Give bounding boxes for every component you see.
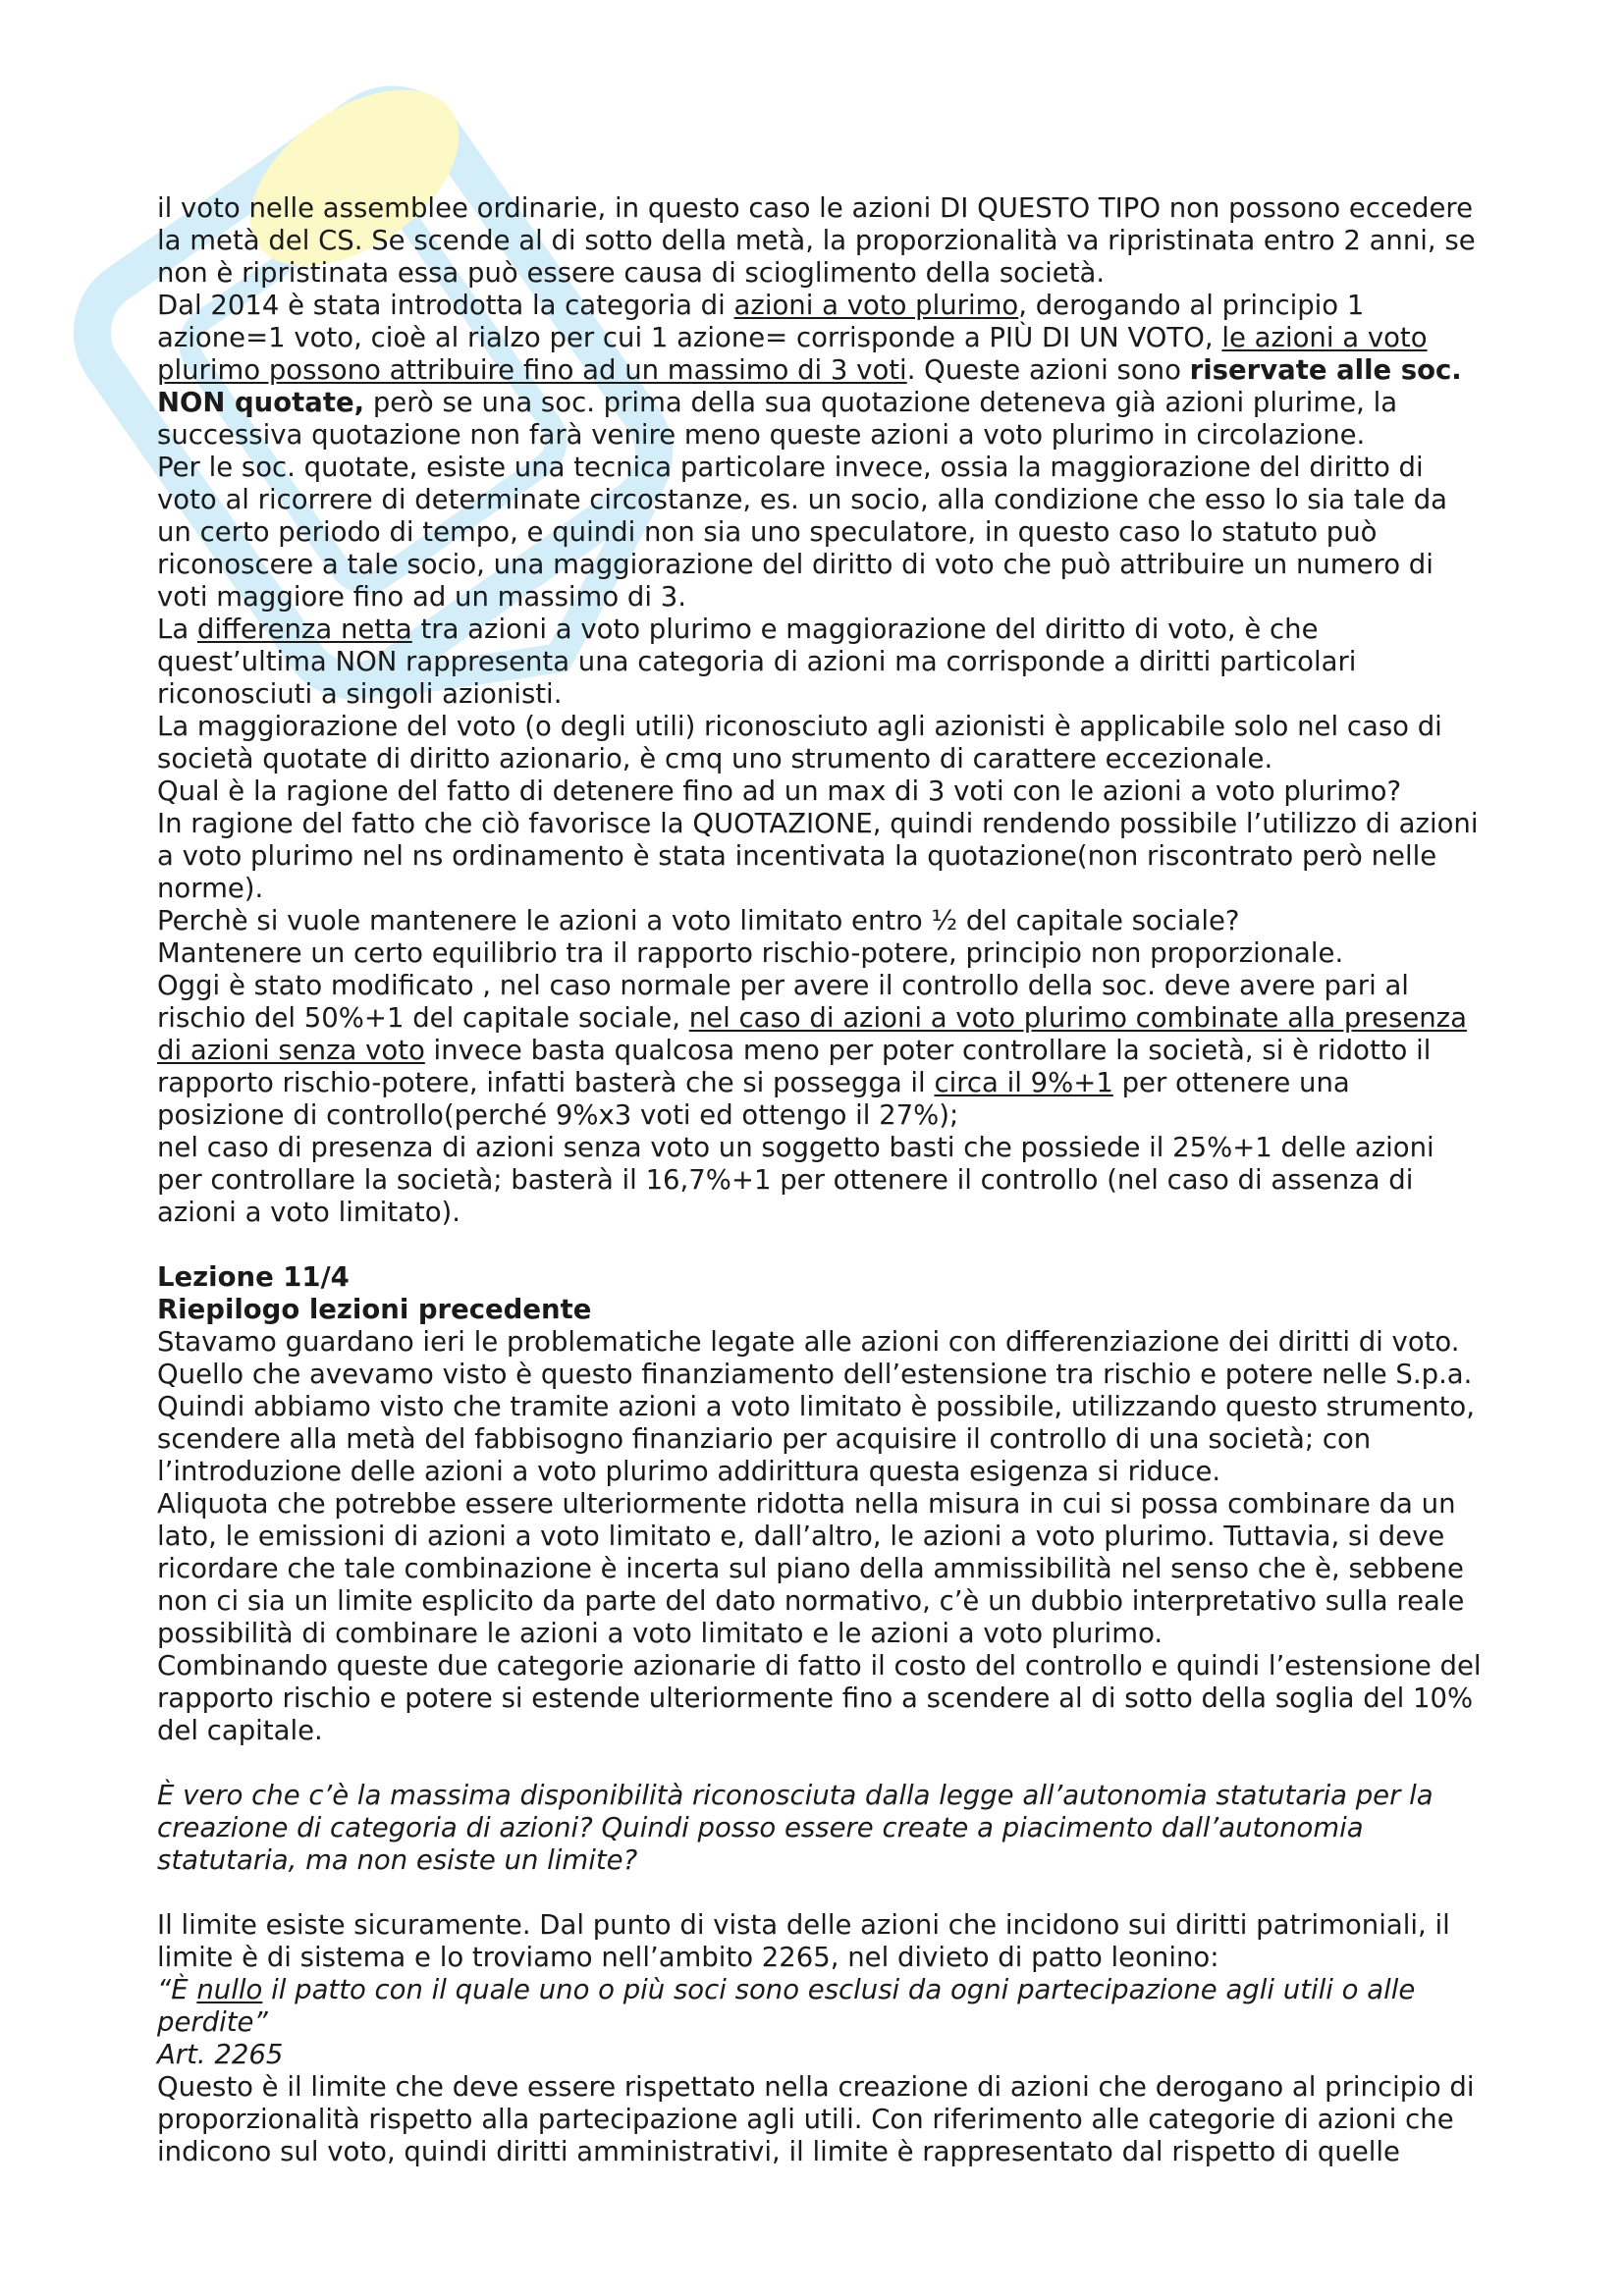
- underlined-text: nel caso di azioni a voto plurimo combinate alla presenza di azioni senza voto: [157, 1002, 1467, 1066]
- underlined-text: azioni a voto plurimo: [733, 290, 1019, 321]
- underlined-text: nullo: [196, 1974, 263, 2005]
- bold-text: riservate alle soc. NON quotate,: [157, 354, 1462, 418]
- paragraph: La maggiorazione del voto (o degli utili) riconosciuto agli azionisti è applicabile solo nel caso di società quotate di diritto azionario, è cmq uno strumento di carattere eccezionale.: [157, 711, 1442, 774]
- document-body: [157, 192, 1483, 2168]
- paragraph: Per le soc. quotate, esiste una tecnica particolare invece, ossia la maggiorazione del diritto di voto al ricorrere di determinate circostanze, es. un socio, alla condizione che esso lo sia tale da un certo periodo di tempo, e quindi non sia uno speculatore, in questo caso lo statuto può riconoscere a tale socio, una maggiorazione del diritto di voto che può attribuire un numero di voti maggiore fino ad un massimo di 3.: [157, 452, 1447, 613]
- paragraph: Combinando queste due categorie azionarie di fatto il costo del controllo e quindi l’estensione del rapporto rischio e potere si estende ulteriormente fino a scendere al di sotto della soglia del 10% del capitale.: [157, 1650, 1482, 1746]
- paragraph: Il limite esiste sicuramente. Dal punto di vista delle azioni che incidono sui diritti patrimoniali, il limite è di sistema e lo troviamo nell’ambito 2265, nel divieto di patto leonino:: [157, 1909, 1450, 1973]
- paragraph: Perchè si vuole mantenere le azioni a voto limitato entro ½ del capitale sociale?: [157, 905, 1240, 936]
- paragraph: Dal 2014 è stata introdotta la categoria di azioni a voto plurimo, derogando al principio 1 azione=1 voto, cioè al rialzo per cui 1 azione= corrisponde a PIÙ DI UN VOTO, le azioni a voto plurimo possono attribuire fino ad un massimo di 3 voti. Queste azioni sono riservate alle soc. NON quotate, però se una soc. prima della sua quotazione deteneva già azioni plurime, la successiva quotazione non farà venire meno queste azioni a voto plurimo in circolazione.: [157, 290, 1462, 451]
- paragraph: Questo è il limite che deve essere rispettato nella creazione di azioni che derogano al principio di proporzionalità rispetto alla partecipazione agli utili. Con riferimento alle categorie di azioni che indicono sul voto, quindi diritti amministrativi, il limite è rappresentato dal rispetto di quelle: [157, 2071, 1475, 2167]
- paragraph: Oggi è stato modificato , nel caso normale per avere il controllo della soc. deve avere pari al rischio del 50%+1 del capitale sociale, nel caso di azioni a voto plurimo combinate alla presenza di azioni senza voto invece basta qualcosa meno per poter controllare la società, si è ridotto il rapporto rischio-potere, infatti basterà che si possegga il circa il 9%+1 per ottenere una posizione di controllo(perché 9%x3 voti ed ottengo il 27%);: [157, 970, 1467, 1131]
- underlined-text: differenza netta: [196, 614, 412, 645]
- paragraph: il voto nelle assemblee ordinarie, in questo caso le azioni DI QUESTO TIPO non possono eccedere la metà del CS. Se scende al di sotto della metà, la proporzionalità va ripristinata entro 2 anni, se non è ripristinata essa può essere causa di scioglimento della società.: [157, 192, 1476, 289]
- paragraph: Mantenere un certo equilibrio tra il rapporto rischio-potere, principio non proporzionale.: [157, 937, 1344, 969]
- law-quote: “È nullo il patto con il quale uno o più soci sono esclusi da ogni partecipazione agli utili o alle perdite”: [157, 1974, 1416, 2038]
- question-paragraph: È vero che c’è la massima disponibilità riconosciuta dalla legge all’autonomia statutaria per la creazione di categoria di azioni? Quindi posso essere create a piacimento dall’autonomia statutaria, ma non esiste un limite?: [157, 1780, 1434, 1876]
- paragraph: Aliquota che potrebbe essere ulteriormente ridotta nella misura in cui si possa combinare da un lato, le emissioni di azioni a voto limitato e, dall’altro, le azioni a voto plurimo. Tuttavia, si deve ricordare che tale combinazione è incerta sul piano della ammissibilità nel senso che è, sebbene non ci sia un limite esplicito da parte del dato normativo, c’è un dubbio interpretativo sulla reale possibilità di combinare le azioni a voto limitato e le azioni a voto plurimo.: [157, 1488, 1465, 1649]
- lesson-heading: Lezione 11/4: [157, 1261, 350, 1293]
- paragraph: Qual è la ragione del fatto di detenere fino ad un max di 3 voti con le azioni a voto plurimo?: [157, 775, 1402, 807]
- section-heading: Riepilogo lezioni precedente: [157, 1294, 592, 1325]
- article-reference: Art. 2265: [157, 2039, 284, 2070]
- paragraph: La differenza netta tra azioni a voto plurimo e maggiorazione del diritto di voto, è che quest’ultima NON rappresenta una categoria di azioni ma corrisponde a diritti particolari riconosciuti a singoli azionisti.: [157, 614, 1357, 710]
- paragraph: Stavamo guardano ieri le problematiche legate alle azioni con differenziazione dei diritti di voto. Quello che avevamo visto è questo finanziamento dell’estensione tra rischio e potere nelle S.p.a. Quindi abbiamo visto che tramite azioni a voto limitato è possibile, utilizzando questo strumento, scendere alla metà del fabbisogno finanziario per acquisire il controllo di una società; con l’introduzione delle azioni a voto plurimo addirittura questa esigenza si riduce.: [157, 1326, 1475, 1487]
- paragraph: In ragione del fatto che ciò favorisce la QUOTAZIONE, quindi rendendo possibile l’utilizzo di azioni a voto plurimo nel ns ordinamento è stata incentivata la quotazione(non riscontrato però nelle norme).: [157, 808, 1479, 904]
- underlined-text: le azioni a voto plurimo possono attribuire fino ad un massimo di 3 voti: [157, 322, 1428, 386]
- paragraph: nel caso di presenza di azioni senza voto un soggetto basti che possiede il 25%+1 delle azioni per controllare la società; basterà il 16,7%+1 per ottenere il controllo (nel caso di assenza di azioni a voto limitato).: [157, 1132, 1434, 1228]
- underlined-text: circa il 9%+1: [934, 1067, 1113, 1098]
